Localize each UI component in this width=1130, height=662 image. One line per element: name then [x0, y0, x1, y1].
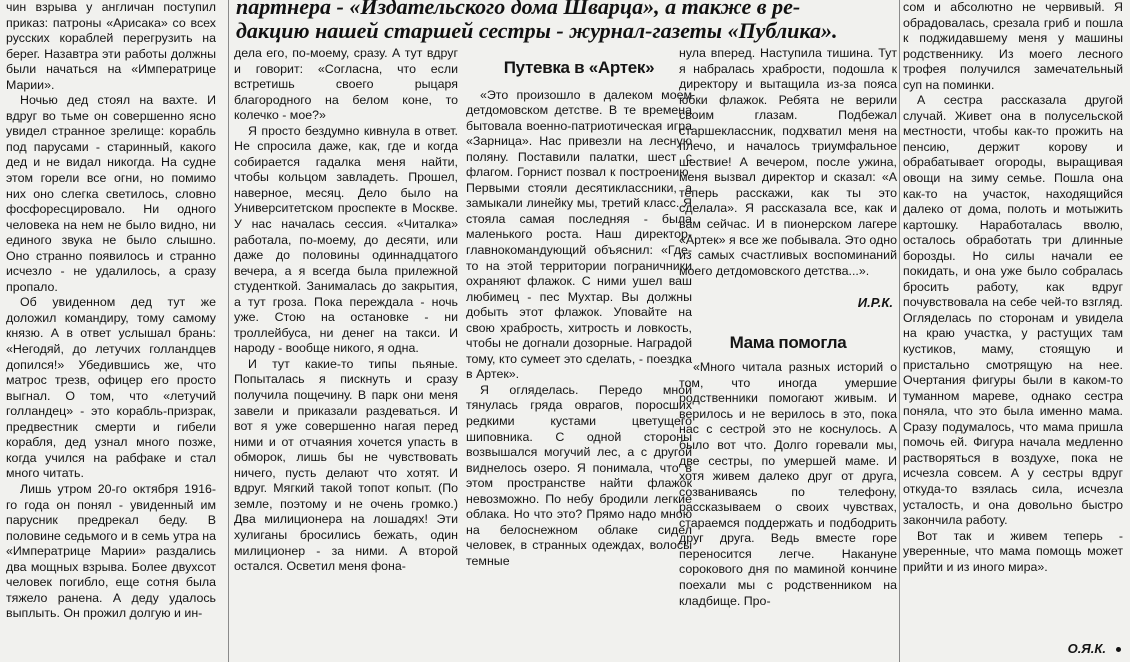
column-1-paragraph: чин взрыва у англичан поступил приказ: патроны «Арисака» со всех русских кораблей перегрузить на берег. Назавтра эти работы должны были начаться на «Императрице Марии». [6, 0, 216, 92]
column-5-paragraph: сом и абсолютно не червивый. Я обрадовалась, срезала гриб и пошла к поджидавшему меня у машины родственнику. Из моего лесного трофея получился замечательный суп на поминки. [903, 0, 1123, 92]
lead-line-2: дакцию нашей старшей сестры - журнал-газеты «Публика». [236, 18, 838, 43]
column-1-paragraph: Ночью дед стоял на вахте. И вдруг во тьме он совершенно ясно увидел странное зрелище: корабль под парусами - старинный, какого дед и не видал никогда. На судне этом горели все огни, но помимо них оно слегка светилось, словно фосфоресцировало. Ни одного человека на нем не было видно, ни единого звука не было слышно. Оно странно появилось и странно исчезло - не удалилось, а сразу пропало. [6, 93, 216, 294]
section-heading-artek: Путевка в «Артек» [503, 58, 655, 77]
column-1-paragraph: Об увиденном дед тут же доложил командиру, тому самому князю. А в ответ услышал брань: «Негодяй, до летучих голландцев допился!» Убедившись же, что матрос трезв, офицер его просто выгнал. О том, что «летучий голландец» - это корабль-призрак, предвестник смерти и гибели корабля, дед узнал много позже, когда учился на рабфаке и стал много читать. [6, 295, 216, 481]
author-signature: И.Р.К. [857, 295, 893, 311]
column-2-paragraph: Я просто бездумно кивнула в ответ. Не спросила даже, как, где и когда собирается гадалка меня найти, чтобы кольцом завладеть. Прошел, наверное, месяц. Дело было на Университетском проспекте в Москве. У нас началась сессия. «Читалка» работала, по-моему, до десяти, или даже до половины одиннадцатого вечера, а я всегда была прилежной студенткой. Занималась до закрытия, а тут гроза. Пока переждала - ночь уже. Стою на остановке - ни троллейбуса, ни денег на такси. И народу - вообще никого, я одна. [234, 123, 458, 356]
author-signature: О.Я.К. [1067, 641, 1106, 656]
column-4-paragraph: нула вперед. Наступила тишина. Тут я набралась храбрости, подошла к директору и вытащила из-за пояса юбки флажок. Ребята не верили своим глазам. Подбежал старшеклассник, подхватил меня на плечо, и началось триумфальное шествие! А вечером, после ужина, меня вызвал директор и сказал: «А теперь расскажи, как ты это сделала». Я рассказала все, как и вам сейчас. И в пионерском лагере «Артек» я все же побывала. Это одно из самых счастливых воспоминаний моего детдомовского детства...». [679, 46, 897, 278]
column-3-paragraph: Я огляделась. Передо мной тянулась гряда оврагов, поросших редкими кустами цветущего шиповника. С одной стороны возвышался могучий лес, а с другой виднелось озеро. Я понимала, что в этом пространстве найти флажок невозможно. По небу бродили легкие облака. Но что это? Прямо надо мною на белоснежном облаке сидел человек, в странных одеждах, волосы темные [466, 382, 692, 568]
column-5-paragraph: А сестра рассказала другой случай. Живет она в полусельской местности, чтобы как-то прожить на пенсию, держит корову и обрабатывает огороды, выращивая овощи на зиму семье. Пошла она как-то на участок, находящийся далеко от дома, полоть и мотыжить картошку. Наработалась вволю, осталось обработать три длинные борозды. Но силы начали ее покидать, и она уже было собралась бросить работу, как вдруг почувствовала на себе чей-то взгляд. Огляделась по сторонам и увидела на краю участка, у растущих там кустиков, маму, стоящую и пристально смотрящую на нее. Очертания фигуры были в каком-то туманном мареве, однако сестра поняла, что это была именно мама. Сразу подумалось, что мама пришла помочь ей. Фигура начала медленно растворяться в воздухе, пока не исчезла совсем. А у сестры вдруг откуда-то взялась сила, исчезла усталость, и она довольно быстро закончила работу. [903, 93, 1123, 528]
lead-paragraph [236, 0, 901, 42]
lead-line-1: партнера - «Издательского дома Шварца», а также в ре- [236, 0, 801, 19]
column-5 [903, 0, 1123, 662]
column-3 [466, 46, 692, 662]
column-2 [234, 46, 458, 662]
column-2-paragraph: И тут какие-то типы пьяные. Попыталась я пискнуть и сразу получила пощечину. В парк они меня завели и приказали раздеваться. И вот я уже совершенно нагая перед ними и от отчаяния хочется упасть в обморок, лишь бы не чувствовать ничего, пусть делают что хотят. И вдруг. Мягкий такой топот копыт. (По земле, поэтому и не очень громко.) Два милиционера на лошадях! Эти хулиганы бросились бежать, один милиционер - за ними. А второй остался. Осветил меня фона- [234, 356, 458, 574]
column-divider [228, 0, 229, 662]
end-bullet-icon [1116, 647, 1121, 652]
column-divider [899, 0, 900, 662]
column-3-paragraph: «Это произошло в далеком моем детдомовском детстве. В те времена бытовала военно-патриотическая игра «Зарница». Нас привезли на лесную поляну. Поставили палатки, шест с флагом. Горнист позвал к построению. Первыми стояли десятиклассники, а замыкали линейку мы, третий класс. Я стояла самая последняя - была маленького роста. Наш директор-главнокомандующий объяснил: «Где-то на этой территории пограничники охраняют флажок. С ними ушел ваш любимец - пес Мухтар. Вы должны добыть этот флажок. Уповайте на свою храбрость, хитрость и ловкость, чтобы не догнали дозорные. Наградой тому, кто сумеет это сделать, - поездка в Артек». [466, 87, 692, 382]
column-5-paragraph: Вот так и живем теперь - уверенные, что мама помощь может прийти и из иного мира». [903, 528, 1123, 574]
column-1 [6, 0, 216, 662]
section-heading-mama: Мама помогла [729, 332, 847, 352]
column-1-paragraph: Лишь утром 20-го октября 1916-го года он понял - увиденный им парусник предрекал беду. В половине седьмого и в семь утра на «Императрице Марии» раздались два мощных взрыва. Более двухсот человек погибло, еще сотня была тяжело ранена. А деду удалось выплыть. Он прожил долгую и ин- [6, 481, 216, 621]
column-4 [679, 46, 897, 662]
column-2-paragraph: дела его, по-моему, сразу. А тут вдруг и говорит: «Согласна, что если встретишь своего рыцаря благородного на белом коне, то колечко - мое?» [234, 46, 458, 123]
column-4-paragraph: «Много читала разных историй о том, что иногда умершие родственники помогают живым. И верилось и не верилось в это, пока нас с сестрой это не коснулось. А было вот что. Долго горевали мы, две сестры, по умершей маме. И хотя живем далеко друг от друга, созваниваясь по телефону, рассказываем о своих чувствах, стараемся поддержать и подбодрить друг друга. Ведь вместе горе переносится легче. Накануне сорокового дня по маминой кончине поехали мы с родственником на кладбище. Про- [679, 360, 897, 608]
